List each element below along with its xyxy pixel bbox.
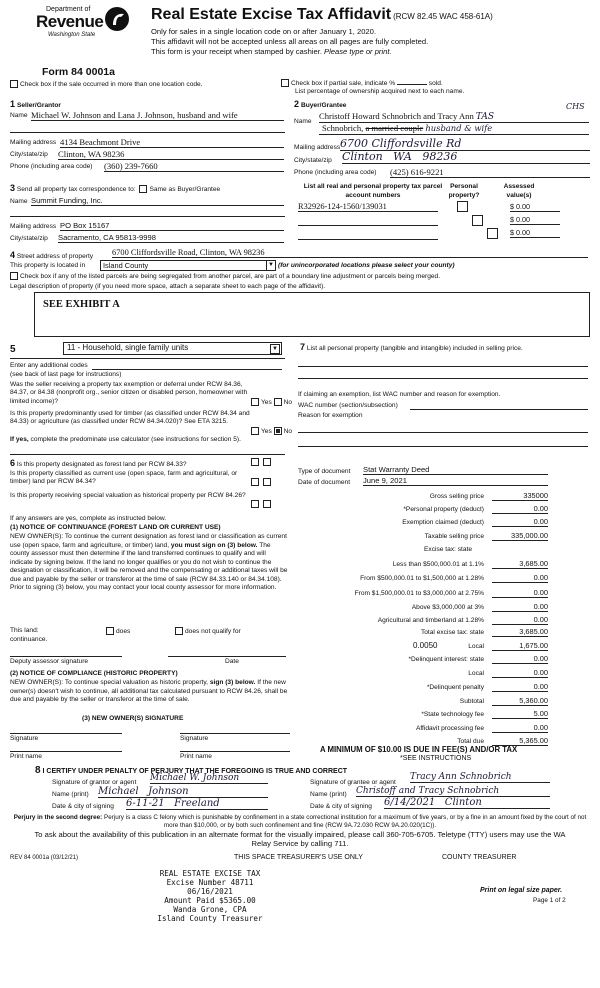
stamp-line-3: 06/16/2021 bbox=[187, 887, 233, 896]
see-back-label: (see back of last page for instructions) bbox=[10, 371, 122, 378]
calc-value-ag[interactable]: 0.00 bbox=[492, 615, 548, 625]
county-treasurer-label: COUNTY TREASURER bbox=[442, 854, 517, 861]
calc-value-processing[interactable]: 0.00 bbox=[492, 723, 548, 733]
treasurer-stamp bbox=[145, 869, 275, 923]
calc-label-tech-fee: *State technology fee bbox=[421, 711, 484, 718]
grantee-sig-label-text: Signature of grantee or agent bbox=[310, 779, 396, 786]
rev-number: REV 84 0001a (03/12/21) bbox=[10, 855, 79, 861]
minimum-due-note: A MINIMUM OF $10.00 IS DUE IN FEE(S) AND/OR TAX bbox=[320, 745, 518, 754]
additional-codes-label: Enter any additional codes bbox=[10, 362, 88, 369]
calc-label-tier1: Less than $500,000.01 at 1.1% bbox=[392, 561, 484, 568]
calc-value-tier4[interactable]: 0.00 bbox=[492, 602, 548, 612]
buyer-mailing-field[interactable]: 6700 Cliffordsville Rd bbox=[340, 137, 590, 151]
grantor-date-city[interactable]: 6-11-21 Freeland bbox=[126, 798, 268, 810]
calc-label-local: Local bbox=[468, 643, 484, 650]
calc-label-tier2: From $500,000.01 to $1,500,000 at 1.28% bbox=[360, 575, 484, 582]
personal-property-checkbox-3[interactable] bbox=[487, 228, 498, 239]
additional-codes-field[interactable] bbox=[92, 362, 282, 370]
legal-desc-label: Legal description of property (if you need more space, attach a separate sheet to each page of the affidavit). bbox=[10, 283, 326, 290]
doc-date-field[interactable]: June 9, 2021 bbox=[363, 476, 548, 486]
tax-corr-mailing-label: Mailing address bbox=[10, 223, 57, 230]
calc-label-tier4: Above $3,000,000 at 3% bbox=[411, 604, 484, 611]
buyer-city-label: City/state/zip bbox=[294, 157, 332, 164]
calc-label-ag: Agricultural and timberland at 1.28% bbox=[377, 617, 484, 624]
dor-emblem-icon bbox=[104, 6, 130, 32]
new-owner-sig-label-2: Signature bbox=[180, 735, 209, 742]
calc-value-subtotal[interactable]: 5,360.00 bbox=[492, 696, 548, 706]
forest-yes-no bbox=[251, 458, 273, 466]
dor-logo bbox=[36, 6, 132, 50]
calc-label-exemption: Exemption claimed (deduct) bbox=[402, 519, 484, 526]
seller-phone-label: Phone (including area code) bbox=[10, 163, 93, 170]
parcel-col-header: List all real and personal property tax parcel account numbers bbox=[303, 183, 443, 199]
partial-sale-row: Check box if partial sale, indicate % sold. bbox=[281, 79, 443, 87]
buyer-mailing-label: Mailing address bbox=[294, 144, 341, 151]
header-note-3: This form is your receipt when stamped by cashier. Please type or print. bbox=[151, 47, 392, 56]
calc-value-tier3[interactable]: 0.00 bbox=[492, 588, 548, 598]
buyer-phone-field[interactable]: (425) 616-9221 bbox=[390, 167, 590, 178]
chevron-down-icon: ▼ bbox=[266, 261, 275, 270]
segregated-row: Check box if any of the listed parcels are being segregated from another parcel, are part of a boundary line adjustment or parcels being merged. bbox=[10, 272, 440, 280]
calc-label-gross: Gross selling price bbox=[429, 493, 484, 500]
multi-location-row: Check box if the sale occurred in more than one location code. bbox=[10, 80, 203, 88]
calc-value-penalty[interactable]: 0.00 bbox=[492, 682, 548, 692]
calc-value-tier1[interactable]: 3,685.00 bbox=[492, 559, 548, 569]
if-yes-note: If yes, complete the predominate use calculator (see instructions for section 5). bbox=[10, 436, 241, 443]
seller-name-label: Name bbox=[10, 112, 28, 119]
new-owner-sig-heading: (3) NEW OWNER(S) SIGNATURE bbox=[82, 715, 184, 722]
forest-yes-checkbox[interactable] bbox=[251, 458, 259, 466]
calc-label-delinq-local: Local bbox=[468, 670, 484, 677]
buyer-heading: 2 Buyer/Grantee bbox=[294, 99, 347, 109]
buyer-name-label: Name bbox=[294, 118, 312, 125]
grantor-sig-label: Signature of grantor or agent bbox=[52, 779, 137, 786]
buyer-name-line2[interactable]: Schnobrich, a married couple husband & wife bbox=[322, 123, 493, 133]
calc-value-local[interactable]: 1,675.00 bbox=[492, 641, 548, 651]
calc-value-total-due[interactable]: 5,365.00 bbox=[492, 736, 548, 746]
current-use-yes-no bbox=[251, 478, 273, 486]
parcel-number-1[interactable]: R32926-124-1560/139031 bbox=[298, 202, 438, 212]
located-label: This property is located in bbox=[10, 262, 86, 269]
doc-type-field[interactable]: Stat Warranty Deed bbox=[363, 465, 548, 475]
legal-desc-box[interactable] bbox=[34, 292, 590, 337]
stamp-line-2: Excise Number 48711 bbox=[166, 878, 254, 887]
tax-corr-name-field[interactable]: Summit Funding, Inc. bbox=[31, 196, 284, 206]
historic-question: Is this property receiving special valuation as historical property per RCW 84.26? bbox=[10, 492, 246, 499]
dor-revenue-label: Revenue bbox=[36, 12, 104, 31]
calc-label-tier3: From $1,500,000.01 to $3,000,000 at 2.75% bbox=[354, 590, 484, 597]
notice1-text: NEW OWNER(S): To continue the current designation as forest land or classification as current use (open space, farm and agriculture, or timber) land, you must sign on (3) below. The county assessor must then determine if the land transferred continues to qualify and will indicate by signing below. If the land no longer qualifies or you do not wish to continue the designation or classification, it will be removed and the compensating or additional taxes will be due and payable by the seller or transferor at the time of sale (RCW 84.33.140 or 84.34.108). Prior to signing (3) below, you may contact your local county assessor for more information. bbox=[10, 533, 288, 591]
seller-mailing-field[interactable]: 4134 Beachmont Drive bbox=[60, 137, 284, 148]
historic-no-checkbox[interactable] bbox=[263, 500, 271, 508]
current-use-no-checkbox[interactable] bbox=[263, 478, 271, 486]
accessibility-notice: To ask about the availability of this publication in an alternate format for the visually impaired, please call 360-705-6705. Teletype (TTY) users may use the WA Relay Service by calling 711. bbox=[34, 830, 566, 848]
tax-corr-city-field[interactable]: Sacramento, CA 95813-9998 bbox=[58, 233, 284, 243]
calc-value-taxable[interactable]: 335,000.00 bbox=[492, 531, 548, 541]
doc-type-label: Type of document bbox=[298, 468, 351, 475]
assessed-col-header: Assessed value(s) bbox=[503, 183, 535, 199]
personal-property-checkbox-1[interactable] bbox=[457, 201, 468, 212]
buyer-initials-chs: CHS bbox=[566, 102, 585, 111]
assessed-value-2[interactable]: $ 0.00 bbox=[510, 215, 560, 225]
exemption-yes-no: Yes No bbox=[251, 398, 292, 406]
stamp-line-4: Amount Paid $5365.00 bbox=[164, 896, 256, 905]
buyer-phone-label: Phone (including area code) bbox=[294, 169, 377, 176]
see-instructions-note: *SEE INSTRUCTIONS bbox=[400, 755, 472, 762]
section5-number: 5 bbox=[10, 344, 16, 355]
seller-heading: 1 Seller/Grantor bbox=[10, 99, 61, 109]
treasurer-use-label: THIS SPACE TREASURER'S USE ONLY bbox=[234, 854, 363, 861]
new-owner-print-label-2: Print name bbox=[180, 753, 212, 760]
calc-value-delinq-local[interactable]: 0.00 bbox=[492, 668, 548, 678]
continuance-label: continuance. bbox=[10, 636, 48, 643]
tax-corr-name-label: Name bbox=[10, 198, 28, 205]
partial-sale-checkbox[interactable] bbox=[281, 79, 289, 87]
grantor-name-label: Name (print) bbox=[52, 791, 89, 798]
calc-value-total-state[interactable]: 3,685.00 bbox=[492, 627, 548, 637]
grantor-print-name[interactable]: Michael Johnson bbox=[98, 786, 268, 798]
personal-property-checkbox-2[interactable] bbox=[472, 215, 483, 226]
calc-label-taxable: Taxable selling price bbox=[424, 533, 484, 540]
wac-field[interactable] bbox=[410, 402, 588, 410]
located-note: (for unincorporated locations please select your county) bbox=[278, 262, 455, 269]
street-label: 4 Street address of property bbox=[10, 250, 94, 260]
assessed-value-1[interactable]: $ 0.00 bbox=[510, 202, 560, 212]
historic-yes-no bbox=[251, 500, 273, 508]
calc-value-personal[interactable]: 0.00 bbox=[492, 504, 548, 514]
multi-location-checkbox[interactable] bbox=[10, 80, 18, 88]
tax-corr-mailing-field[interactable]: PO Box 15167 bbox=[60, 221, 284, 231]
county-select-value: Island County bbox=[103, 261, 149, 270]
reason-label: Reason for exemption bbox=[298, 412, 363, 419]
parcel-number-3[interactable] bbox=[298, 230, 438, 240]
does-checkbox[interactable] bbox=[106, 627, 114, 635]
exemption-no-checkbox[interactable] bbox=[274, 398, 282, 406]
perjury-notice: Perjury in the second degree: Perjury is a class C felony which is punishable by confinement in a state correctional institution for a maximum of five years, or by a fine in an amount fixed by the court of not more than $10,000, or by both such confinement and fine (RCW 9A.72.030 RCW 9A.20.020(1C)). bbox=[13, 814, 587, 829]
calc-label-excise-state: Excise tax: state bbox=[424, 546, 473, 553]
historic-yes-checkbox[interactable] bbox=[251, 500, 259, 508]
use-code-select[interactable] bbox=[63, 342, 282, 355]
forest-no-checkbox[interactable] bbox=[263, 458, 271, 466]
new-owner-sig-label-1: Signature bbox=[10, 735, 39, 742]
wac-label: WAC number (section/subsection) bbox=[298, 402, 398, 409]
timber-no-checkbox[interactable] bbox=[274, 427, 282, 435]
form-title: Real Estate Excise Tax Affidavit (RCW 82.45 WAC 458-61A) bbox=[151, 6, 493, 23]
section7-heading: 7 List all personal property (tangible and intangible) included in selling price. bbox=[300, 342, 523, 352]
exemption-question: Was the seller receiving a property tax exemption or deferral under RCW 84.36, 84.37, or 84.38 (nonprofit org., senior citizen or disabled person, homeowner with limited income)? bbox=[10, 381, 248, 405]
header-note-1: Only for sales in a single location code on or after January 1, 2020. bbox=[151, 27, 376, 36]
grantee-name-label: Name (print) bbox=[310, 791, 347, 798]
stamp-line-6: Island County Treasurer bbox=[157, 914, 263, 923]
notice1-title: (1) NOTICE OF CONTINUANCE (FOREST LAND OR CURRENT USE) bbox=[10, 524, 221, 531]
header-note-2: This affidavit will not be accepted unless all areas on all pages are fully completed. bbox=[151, 37, 429, 46]
grantor-signature[interactable]: Michael W. Johnson bbox=[150, 773, 268, 784]
exemption-claim-label: If claiming an exemption, list WAC number and reason for exemption. bbox=[298, 391, 501, 398]
deputy-date-label: Date bbox=[225, 658, 239, 665]
grantee-date-label: Date & city of signing bbox=[310, 803, 372, 810]
seller-phone-field[interactable]: (360) 239-7660 bbox=[104, 161, 284, 172]
dor-state-label: Washington State bbox=[48, 32, 96, 38]
certify-statement: 8 I CERTIFY UNDER PENALTY OF PERJURY THAT THE FOREGOING IS TRUE AND CORRECT bbox=[35, 765, 348, 776]
legal-desc-value: SEE EXHIBIT A bbox=[43, 299, 120, 310]
current-use-yes-checkbox[interactable] bbox=[251, 478, 259, 486]
personal-col-header: Personal property? bbox=[448, 183, 480, 199]
this-land-row: This land: does does not qualify for bbox=[10, 627, 241, 635]
grantor-date-label: Date & city of signing bbox=[52, 803, 114, 810]
timber-question: Is this property predominantly used for timber (as classified under RCW 84.34 and 84.33) or agriculture (as classified under RCW 84.34.020)? See ETA 3215. bbox=[10, 410, 250, 426]
dor-dept-label: Department of bbox=[46, 6, 91, 13]
seller-city-field[interactable]: Clinton, WA 98236 bbox=[58, 149, 284, 160]
use-code-value: 11 - Household, single family units bbox=[67, 343, 189, 352]
county-select[interactable] bbox=[100, 260, 276, 271]
local-rate-value[interactable]: 0.0050 bbox=[413, 641, 438, 650]
deputy-sig-label: Deputy assessor signature bbox=[10, 658, 89, 665]
chevron-down-icon: ▼ bbox=[270, 344, 280, 354]
form-number: Form 84 0001a bbox=[42, 66, 115, 78]
assessed-value-3[interactable]: $ 0.00 bbox=[510, 228, 560, 238]
parcel-number-2[interactable] bbox=[298, 216, 438, 226]
notice2-title: (2) NOTICE OF COMPLIANCE (HISTORIC PROPERTY) bbox=[10, 670, 178, 677]
calc-value-tech-fee[interactable]: 5.00 bbox=[492, 709, 548, 719]
doc-date-label: Date of document bbox=[298, 479, 351, 486]
stamp-line-1: REAL ESTATE EXCISE TAX bbox=[159, 869, 261, 878]
buyer-city-field[interactable]: Clinton WA 98236 bbox=[342, 150, 590, 164]
timber-yes-checkbox[interactable] bbox=[251, 427, 259, 435]
calc-label-delinq-state: *Delinquent interest: state bbox=[408, 656, 484, 663]
calc-label-subtotal: Subtotal bbox=[459, 698, 484, 705]
calc-label-penalty: *Delinquent penalty bbox=[426, 684, 484, 691]
tax-corr-city-label: City/state/zip bbox=[10, 235, 48, 242]
new-owner-print-label-1: Print name bbox=[10, 753, 42, 760]
ownership-pct-note: List percentage of ownership acquired next to each name. bbox=[295, 88, 465, 95]
street-address-field[interactable]: 6700 Cliffordsville Road, Clinton, WA 98236 bbox=[112, 248, 588, 258]
tax-corr-heading: 3 Send all property tax correspondence to: Same as Buyer/Grantee bbox=[10, 183, 221, 193]
current-use-question: Is this property classified as current use (open space, farm and agricultural, or timber) land per RCW 84.34? bbox=[10, 470, 238, 486]
calc-value-tier2[interactable]: 0.00 bbox=[492, 573, 548, 583]
grantee-print-name[interactable]: Christoff and Tracy Schnobrich bbox=[356, 786, 550, 797]
if-any-note: If any answers are yes, complete as instructed below. bbox=[10, 515, 167, 522]
stamp-line-5: Wanda Grone, CPA bbox=[173, 905, 247, 914]
calc-label-personal: *Personal property (deduct) bbox=[403, 506, 484, 513]
does-not-checkbox[interactable] bbox=[175, 627, 183, 635]
calc-value-gross[interactable]: 335000 bbox=[492, 491, 548, 501]
segregated-checkbox[interactable] bbox=[10, 272, 18, 280]
calc-value-exemption[interactable]: 0.00 bbox=[492, 517, 548, 527]
calc-label-total-state: Total excise tax: state bbox=[420, 629, 484, 636]
same-as-buyer-checkbox[interactable] bbox=[139, 185, 147, 193]
seller-mailing-label: Mailing address bbox=[10, 139, 57, 146]
timber-yes-no: Yes No bbox=[251, 427, 292, 435]
forest-question: 6 Is this property designated as forest land per RCW 84.33? bbox=[10, 458, 187, 468]
seller-name-field[interactable]: Michael W. Johnson and Lana J. Johnson, husband and wife bbox=[31, 110, 284, 121]
grantee-date-city[interactable]: 6/14/2021 Clinton bbox=[384, 797, 550, 809]
calc-value-delinq-state[interactable]: 0.00 bbox=[492, 654, 548, 664]
grantee-signature[interactable]: Tracy Ann Schnobrich bbox=[410, 772, 550, 783]
calc-label-processing: Affidavit processing fee bbox=[415, 725, 484, 732]
notice2-text: NEW OWNER(S): To continue special valuation as historic property, sign (3) below. If the new owner(s) doesn't wish to continue, all additional tax calculated pursuant to RCW 84.26, shall be due and payable by the seller or transferor at the time of sale. bbox=[10, 679, 288, 703]
seller-city-label: City/state/zip bbox=[10, 151, 48, 158]
buyer-name-line1[interactable]: Christoff Howard Schnobrich and Tracy Ann TAS bbox=[319, 111, 495, 122]
legal-size-note: Print on legal size paper. bbox=[480, 887, 563, 894]
page-number: Page 1 of 2 bbox=[533, 897, 566, 904]
exemption-yes-checkbox[interactable] bbox=[251, 398, 259, 406]
calc-label-total-due: Total due bbox=[457, 738, 484, 745]
